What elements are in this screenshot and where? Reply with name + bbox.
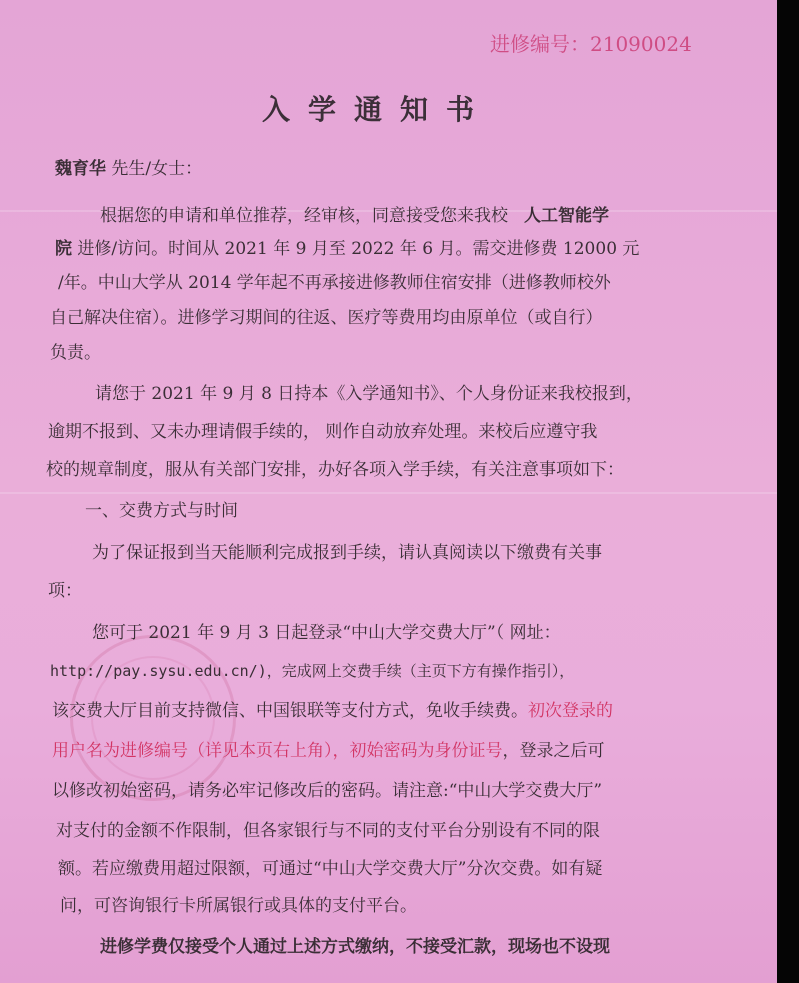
section1-para2-line5: 以修改初始密码，请务必牢记修改后的密码。请注意:“中山大学交费大厅” (52, 781, 603, 801)
reference-number (490, 28, 692, 57)
section1-para2-line7: 额。若应缴费用超过限额，可通过“中山大学交费大厅”分次交费。如有疑 (58, 859, 603, 879)
recipient-name: 魏育华 (55, 159, 106, 179)
login-info-highlight: 用户名为进修编号（详见本页右上角），初始密码为身份证号 (52, 741, 503, 761)
para2-line1: 请您于 2021 年 9 月 8 日持本《入学通知书》、个人身份证来我校报到， (95, 384, 643, 404)
payment-methods-text: 该交费大厅目前支持微信、中国银联等支付方式，免收手续费。 (52, 701, 528, 721)
page-title: 入学通知书 (262, 93, 493, 126)
para1-line4: 自己解决住宿）。进修学习期间的往返、医疗等费用均由原单位（或自行） (50, 308, 603, 328)
photo-edge-background (777, 0, 799, 983)
login-info-text: ，登录之后可 (502, 741, 605, 761)
section1-para2-line4 (52, 740, 605, 762)
greeting (55, 158, 202, 180)
para1-text: 进修/访问。时间从 2021 年 9 月至 2022 年 6 月。需交进修费 12000 元 (72, 239, 640, 259)
para2-line2: 逾期不报到、又未办理请假手续的， 则作自动放弃处理。来校后应遵守我 (48, 422, 598, 442)
college-name-part1: 人工智能学 (524, 206, 609, 226)
paper-fold-line (0, 492, 777, 494)
section1-para3: 进修学费仅接受个人通过上述方式缴纳，不接受汇款，现场也不设现 (100, 937, 610, 957)
section1-heading: 一、交费方式与时间 (85, 501, 238, 521)
reference-label: 进修编号： (490, 32, 590, 56)
para1-text: 根据您的申请和单位推荐，经审核，同意接受您来我校 (100, 206, 508, 226)
section1-para2-line6: 对支付的金额不作限制，但各家银行与不同的支付平台分别设有不同的限 (56, 821, 600, 841)
para1-line5: 负责。 (50, 343, 101, 363)
payment-url-line: http://pay.sysu.edu.cn/)，完成网上交费手续（主页下方有操作指引）， (50, 662, 575, 680)
para1-line3: /年。中山大学从 2014 学年起不再承接进修教师住宿安排（进修教师校外 (58, 273, 611, 293)
section1-para1-end: 项： (48, 581, 82, 601)
para1-line2 (55, 238, 639, 260)
section1-para2-line8: 问，可咨询银行卡所属银行或具体的支付平台。 (60, 896, 417, 916)
reference-value: 21090024 (590, 32, 692, 56)
recipient-suffix: 先生/女士： (106, 159, 203, 179)
section1-para1: 为了保证报到当天能顺利完成报到手续，请认真阅读以下缴费有关事 (92, 543, 602, 563)
college-name-part2: 院 (55, 239, 72, 259)
section1-para2-line3 (52, 700, 613, 722)
login-info-highlight: 初次登录的 (528, 701, 613, 721)
para1-line1 (100, 205, 609, 227)
section1-para2-line1: 您可于 2021 年 9 月 3 日起登录“中山大学交费大厅”（ 网址： (92, 623, 561, 643)
para2-line3: 校的规章制度，服从有关部门安排，办好各项入学手续，有关注意事项如下： (46, 460, 624, 480)
